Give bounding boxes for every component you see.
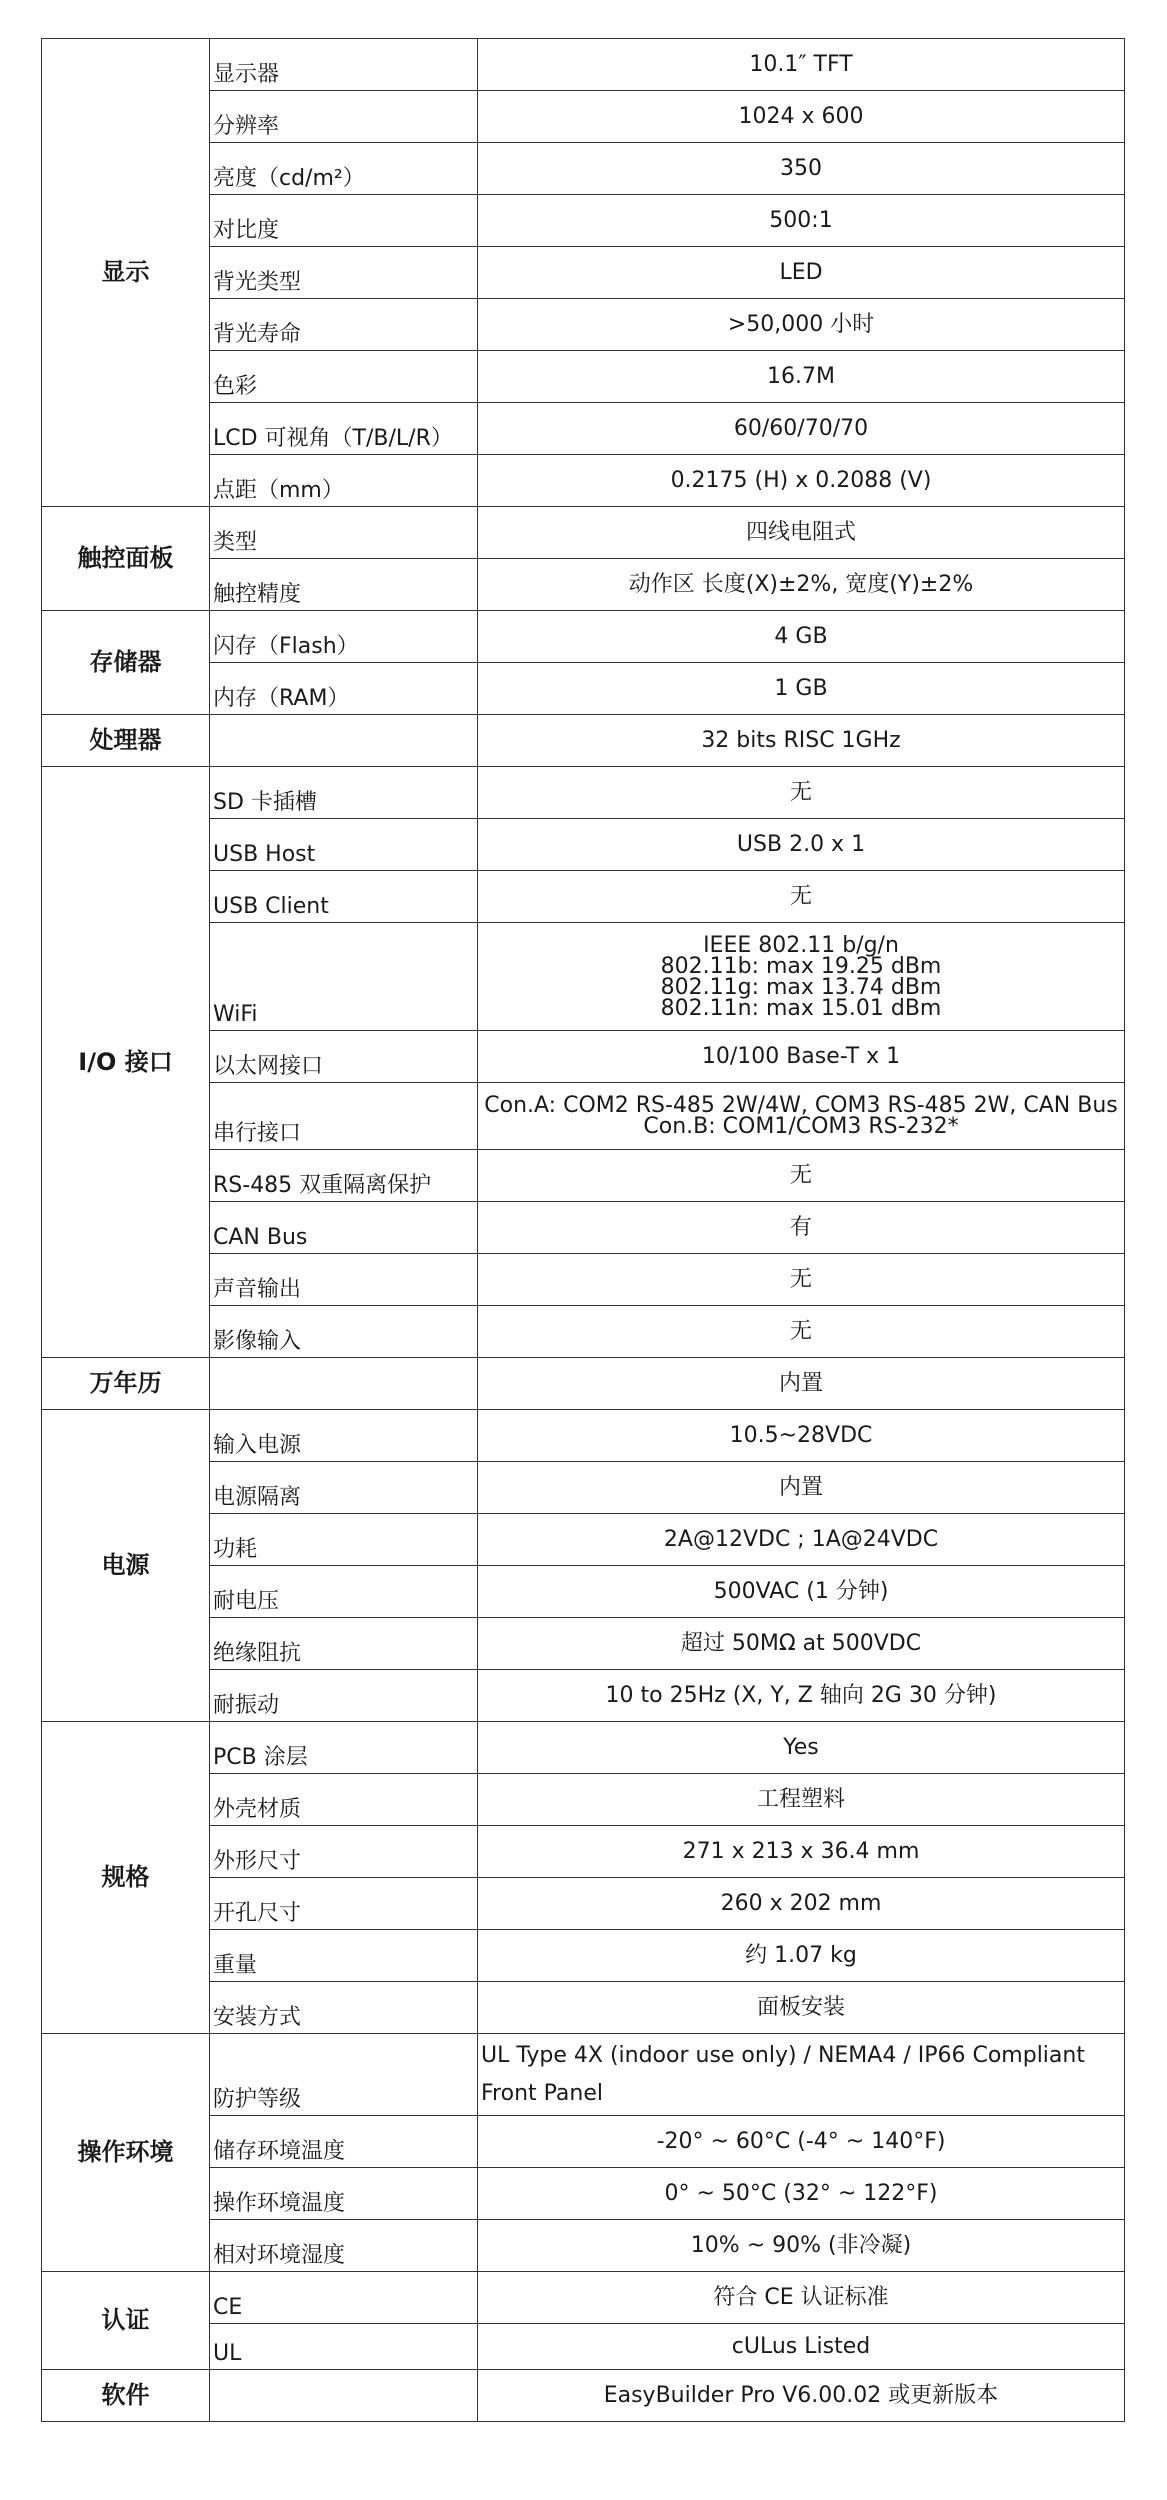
- spec-value-cell: 260 x 202 mm: [478, 1878, 1125, 1930]
- category-cell: 存储器: [42, 611, 210, 715]
- spec-row: [42, 2370, 1125, 2422]
- spec-name-cell: LCD 可视角（T/B/L/R）: [210, 403, 478, 455]
- spec-name-cell: 背光寿命: [210, 299, 478, 351]
- spec-row: [42, 1358, 1125, 1410]
- spec-value-cell: 10/100 Base-T x 1: [478, 1031, 1125, 1083]
- spec-row: [42, 2272, 1125, 2324]
- spec-value-cell: 500VAC (1 分钟): [478, 1566, 1125, 1618]
- spec-value-cell: 有: [478, 1202, 1125, 1254]
- spec-value-cell: cULus Listed: [478, 2324, 1125, 2370]
- spec-value-cell: Yes: [478, 1722, 1125, 1774]
- spec-name-cell: 显示器: [210, 39, 478, 91]
- spec-value-cell: 0.2175 (H) x 0.2088 (V): [478, 455, 1125, 507]
- spec-row: [42, 1722, 1125, 1774]
- spec-name-cell: 内存（RAM）: [210, 663, 478, 715]
- spec-value-cell: 面板安装: [478, 1982, 1125, 2034]
- spec-value-cell: 无: [478, 1306, 1125, 1358]
- spec-name-cell: 储存环境温度: [210, 2116, 478, 2168]
- spec-value-cell: 2A@12VDC ; 1A@24VDC: [478, 1514, 1125, 1566]
- spec-value-cell: 10.1″ TFT: [478, 39, 1125, 91]
- spec-name-cell: [210, 1358, 478, 1410]
- spec-value-cell: 约 1.07 kg: [478, 1930, 1125, 1982]
- spec-name-cell: 功耗: [210, 1514, 478, 1566]
- spec-value-cell: 符合 CE 认证标准: [478, 2272, 1125, 2324]
- spec-name-cell: 相对环境湿度: [210, 2220, 478, 2272]
- spec-row: [42, 39, 1125, 91]
- spec-value-cell: 60/60/70/70: [478, 403, 1125, 455]
- spec-table-body: [42, 39, 1125, 2422]
- spec-name-cell: 输入电源: [210, 1410, 478, 1462]
- spec-name-cell: 串行接口: [210, 1083, 478, 1150]
- spec-value-cell: >50,000 小时: [478, 299, 1125, 351]
- spec-value-line: Con.A: COM2 RS-485 2W/4W, COM3 RS-485 2W, CAN Bus: [484, 1093, 1118, 1118]
- spec-value-cell: 10% ~ 90% (非冷凝): [478, 2220, 1125, 2272]
- spec-name-cell: RS-485 双重隔离保护: [210, 1150, 478, 1202]
- category-cell: 触控面板: [42, 507, 210, 611]
- spec-value-cell: 350: [478, 143, 1125, 195]
- spec-value-cell: 0° ~ 50°C (32° ~ 122°F): [478, 2168, 1125, 2220]
- category-cell: 电源: [42, 1410, 210, 1722]
- spec-value-cell: 内置: [478, 1462, 1125, 1514]
- spec-name-cell: 背光类型: [210, 247, 478, 299]
- spec-value-cell: -20° ~ 60°C (-4° ~ 140°F): [478, 2116, 1125, 2168]
- spec-value-cell: 10 to 25Hz (X, Y, Z 轴向 2G 30 分钟): [478, 1670, 1125, 1722]
- spec-value-cell: 4 GB: [478, 611, 1125, 663]
- spec-name-cell: 电源隔离: [210, 1462, 478, 1514]
- spec-name-cell: 分辨率: [210, 91, 478, 143]
- spec-value-cell: 32 bits RISC 1GHz: [478, 715, 1125, 767]
- spec-value-cell: 1024 x 600: [478, 91, 1125, 143]
- spec-value-line: 802.11b: max 19.25 dBm: [660, 953, 942, 979]
- spec-name-cell: 开孔尺寸: [210, 1878, 478, 1930]
- spec-value-cell: 无: [478, 767, 1125, 819]
- spec-name-cell: USB Client: [210, 871, 478, 923]
- category-cell: I/O 接口: [42, 767, 210, 1358]
- category-cell: 规格: [42, 1722, 210, 2034]
- spec-name-cell: CAN Bus: [210, 1202, 478, 1254]
- category-cell: 操作环境: [42, 2034, 210, 2272]
- spec-name-cell: 触控精度: [210, 559, 478, 611]
- spec-name-cell: 以太网接口: [210, 1031, 478, 1083]
- spec-name-cell: 耐振动: [210, 1670, 478, 1722]
- category-cell: 处理器: [42, 715, 210, 767]
- spec-value-cell: 1 GB: [478, 663, 1125, 715]
- spec-name-cell: 外形尺寸: [210, 1826, 478, 1878]
- spec-row: [42, 2034, 1125, 2116]
- spec-value-cell: 500:1: [478, 195, 1125, 247]
- spec-row: [42, 715, 1125, 767]
- spec-value-cell: 无: [478, 1150, 1125, 1202]
- spec-name-cell: 重量: [210, 1930, 478, 1982]
- spec-value-line: IEEE 802.11 b/g/n: [703, 932, 899, 958]
- spec-name-cell: CE: [210, 2272, 478, 2324]
- spec-table: [41, 38, 1125, 2422]
- spec-name-cell: PCB 涂层: [210, 1722, 478, 1774]
- spec-name-cell: 防护等级: [210, 2034, 478, 2116]
- spec-name-cell: [210, 715, 478, 767]
- spec-value-cell: 动作区 长度(X)±2%, 宽度(Y)±2%: [478, 559, 1125, 611]
- spec-name-cell: [210, 2370, 478, 2422]
- spec-value-cell: 10.5~28VDC: [478, 1410, 1125, 1462]
- spec-value-cell: LED: [478, 247, 1125, 299]
- spec-name-cell: 安装方式: [210, 1982, 478, 2034]
- spec-value-line: Con.B: COM1/COM3 RS-232*: [643, 1114, 959, 1139]
- spec-row: [42, 611, 1125, 663]
- spec-row: [42, 507, 1125, 559]
- spec-name-cell: USB Host: [210, 819, 478, 871]
- spec-name-cell: 操作环境温度: [210, 2168, 478, 2220]
- category-cell: 显示: [42, 39, 210, 507]
- spec-name-cell: 点距（mm）: [210, 455, 478, 507]
- spec-name-cell: 色彩: [210, 351, 478, 403]
- spec-name-cell: 对比度: [210, 195, 478, 247]
- spec-value-cell: 工程塑料: [478, 1774, 1125, 1826]
- spec-name-cell: SD 卡插槽: [210, 767, 478, 819]
- spec-value-cell: 无: [478, 1254, 1125, 1306]
- spec-value-line: 802.11n: max 15.01 dBm: [660, 995, 942, 1021]
- spec-name-cell: 绝缘阻抗: [210, 1618, 478, 1670]
- category-cell: 软件: [42, 2370, 210, 2422]
- spec-name-cell: 影像输入: [210, 1306, 478, 1358]
- spec-value-cell: 超过 50MΩ at 500VDC: [478, 1618, 1125, 1670]
- spec-value-cell: EasyBuilder Pro V6.00.02 或更新版本: [478, 2370, 1125, 2422]
- spec-name-cell: 闪存（Flash）: [210, 611, 478, 663]
- category-cell: 万年历: [42, 1358, 210, 1410]
- category-cell: 认证: [42, 2272, 210, 2370]
- spec-value-cell: 16.7M: [478, 351, 1125, 403]
- spec-value-line: 802.11g: max 13.74 dBm: [660, 974, 942, 1000]
- spec-name-cell: 外壳材质: [210, 1774, 478, 1826]
- spec-name-cell: 类型: [210, 507, 478, 559]
- spec-value-cell: USB 2.0 x 1: [478, 819, 1125, 871]
- spec-value-cell: UL Type 4X (indoor use only) / NEMA4 / IP66 Compliant Front Panel: [478, 2034, 1125, 2116]
- spec-name-cell: 声音输出: [210, 1254, 478, 1306]
- spec-value-cell: 四线电阻式: [478, 507, 1125, 559]
- spec-row: [42, 767, 1125, 819]
- spec-name-cell: 亮度（cd/m²）: [210, 143, 478, 195]
- spec-value-cell: 无: [478, 871, 1125, 923]
- spec-value-cell: [478, 923, 1125, 1031]
- spec-value-cell: 内置: [478, 1358, 1125, 1410]
- spec-name-cell: 耐电压: [210, 1566, 478, 1618]
- spec-row: [42, 1410, 1125, 1462]
- spec-name-cell: UL: [210, 2324, 478, 2370]
- spec-value-cell: [478, 1083, 1125, 1150]
- spec-name-cell: WiFi: [210, 923, 478, 1031]
- spec-value-cell: 271 x 213 x 36.4 mm: [478, 1826, 1125, 1878]
